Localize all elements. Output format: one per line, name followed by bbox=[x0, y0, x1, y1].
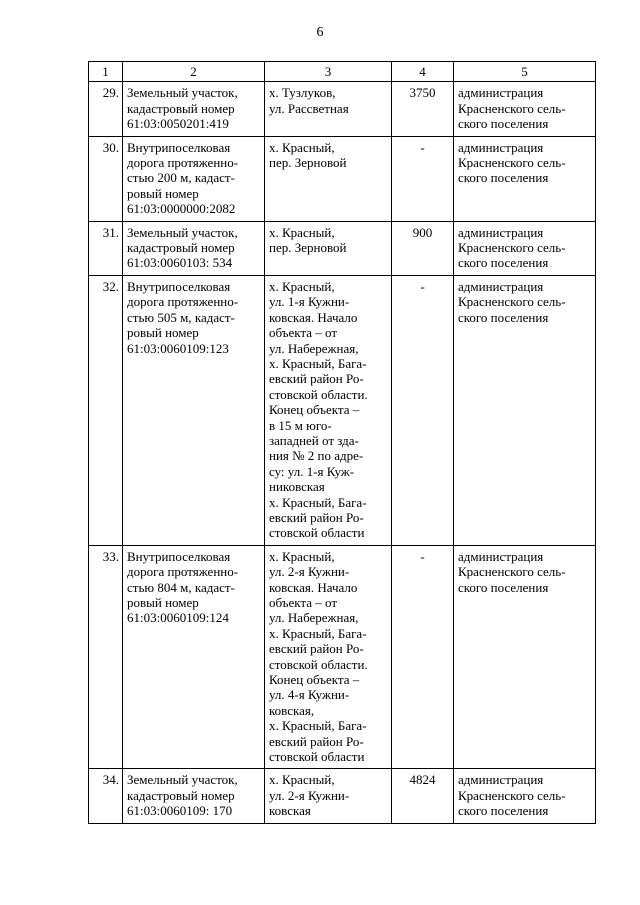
cell-text-line: евский район Ро- bbox=[269, 641, 364, 657]
cell-text-line: 61:03:0060109:124 bbox=[127, 610, 229, 626]
cell-text-line: западней от зда- bbox=[269, 432, 359, 448]
cell-text-line: Внутрипоселковая bbox=[127, 548, 231, 564]
owner-cell bbox=[454, 769, 596, 823]
owner-cell bbox=[454, 275, 596, 545]
cell-text-line: Земельный участок, bbox=[127, 224, 238, 240]
cell-text-line: объекта – от bbox=[269, 325, 338, 341]
cell-text-line: дорога протяженно- bbox=[127, 155, 239, 171]
table-row bbox=[89, 769, 596, 823]
object-description-cell bbox=[123, 136, 265, 221]
column-header: 4 bbox=[392, 62, 454, 82]
address-cell bbox=[265, 136, 392, 221]
cell-text-line: х. Красный, Бага- bbox=[269, 625, 367, 641]
cell-text-line: евский район Ро- bbox=[269, 509, 364, 525]
property-registry-table bbox=[88, 61, 596, 824]
area-cell: - bbox=[392, 136, 454, 221]
cell-text-line: кадастровый номер bbox=[127, 240, 235, 256]
cell-text-line: Красненского сель- bbox=[458, 240, 566, 256]
cell-text-line: Внутрипоселковая bbox=[127, 139, 231, 155]
cell-text-line: ул. Набережная, bbox=[269, 340, 359, 356]
cell-text-line: в 15 м юго- bbox=[269, 417, 332, 433]
cell-text-line: х. Красный, Бага- bbox=[269, 355, 367, 371]
object-description-cell bbox=[123, 221, 265, 275]
owner-cell bbox=[454, 136, 596, 221]
cell-text-line: ул. 2-я Кужни- bbox=[269, 787, 350, 803]
area-cell: 3750 bbox=[392, 82, 454, 136]
cell-text-line: кадастровый номер bbox=[127, 787, 235, 803]
cell-text-line: администрация bbox=[458, 224, 544, 240]
cell-text-line: ковская. Начало bbox=[269, 579, 358, 595]
area-cell: 4824 bbox=[392, 769, 454, 823]
cell-text-line: х. Красный, Бага- bbox=[269, 718, 367, 734]
cell-text-line: х. Красный, bbox=[269, 548, 335, 564]
address-cell bbox=[265, 82, 392, 136]
cell-text-line: 61:03:0060109: 170 bbox=[127, 803, 233, 819]
cell-text-line: ровый номер bbox=[127, 595, 199, 610]
cell-text-line: Земельный участок, bbox=[127, 772, 238, 788]
column-header: 5 bbox=[454, 62, 596, 82]
cell-text-line: 61:03:0060109:123 bbox=[127, 340, 229, 356]
cell-text-line: ского поселения bbox=[458, 579, 549, 595]
cell-text-line: ровый номер bbox=[127, 185, 199, 201]
cell-text-line: ровый номер bbox=[127, 325, 199, 341]
object-description-cell bbox=[123, 275, 265, 545]
row-number-cell: 34. bbox=[89, 769, 123, 823]
cell-text-line: пер. Зерновой bbox=[269, 155, 347, 171]
cell-text-line: дорога протяженно- bbox=[127, 294, 239, 310]
object-description-cell bbox=[123, 545, 265, 769]
owner-cell bbox=[454, 82, 596, 136]
cell-text-line: дорога протяженно- bbox=[127, 564, 239, 580]
cell-text-line: ул. Набережная, bbox=[269, 610, 359, 626]
address-cell bbox=[265, 769, 392, 823]
cell-text-line: Конец объекта – bbox=[269, 402, 360, 418]
row-number-cell: 31. bbox=[89, 221, 123, 275]
cell-text-line: администрация bbox=[458, 772, 544, 788]
cell-text-line: ского поселения bbox=[458, 255, 549, 271]
cell-text-line: Конец объекта – bbox=[269, 672, 360, 688]
area-cell: - bbox=[392, 275, 454, 545]
cell-text-line: Красненского сель- bbox=[458, 787, 566, 803]
column-header: 1 bbox=[89, 62, 123, 82]
table-row bbox=[89, 275, 596, 545]
table-header-row bbox=[89, 62, 596, 82]
cell-text-line: 61:03:0050201:419 bbox=[127, 116, 229, 132]
cell-text-line: стью 200 м, кадаст- bbox=[127, 170, 235, 186]
cell-text-line: ковская, bbox=[269, 702, 315, 718]
cell-text-line: объекта – от bbox=[269, 595, 338, 610]
row-number-cell: 29. bbox=[89, 82, 123, 136]
cell-text-line: ул. 2-я Кужни- bbox=[269, 564, 350, 580]
object-description-cell bbox=[123, 769, 265, 823]
cell-text-line: х. Красный, bbox=[269, 772, 335, 788]
area-cell: - bbox=[392, 545, 454, 769]
cell-text-line: ковская. Начало bbox=[269, 309, 358, 325]
cell-text-line: 61:03:0000000:2082 bbox=[127, 201, 236, 217]
cell-text-line: администрация bbox=[458, 139, 544, 155]
cell-text-line: стовской области bbox=[269, 525, 365, 541]
cell-text-line: ского поселения bbox=[458, 309, 549, 325]
cell-text-line: стовской области bbox=[269, 749, 365, 765]
cell-text-line: стовской области. bbox=[269, 656, 368, 672]
cell-text-line: евский район Ро- bbox=[269, 371, 364, 387]
cell-text-line: кадастровый номер bbox=[127, 100, 235, 116]
object-description-cell bbox=[123, 82, 265, 136]
page-number: 6 bbox=[316, 25, 324, 40]
address-cell bbox=[265, 275, 392, 545]
address-cell bbox=[265, 545, 392, 769]
cell-text-line: Земельный участок, bbox=[127, 85, 238, 101]
cell-text-line: ул. 4-я Кужни- bbox=[269, 687, 350, 703]
cell-text-line: евский район Ро- bbox=[269, 733, 364, 749]
cell-text-line: Красненского сель- bbox=[458, 155, 566, 171]
area-cell: 900 bbox=[392, 221, 454, 275]
address-cell bbox=[265, 221, 392, 275]
cell-text-line: Красненского сель- bbox=[458, 294, 566, 310]
cell-text-line: пер. Зерновой bbox=[269, 240, 347, 256]
row-number-cell: 32. bbox=[89, 275, 123, 545]
cell-text-line: ского поселения bbox=[458, 116, 549, 132]
cell-text-line: Красненского сель- bbox=[458, 564, 566, 580]
cell-text-line: ского поселения bbox=[458, 803, 549, 819]
table-row bbox=[89, 545, 596, 769]
cell-text-line: ния № 2 по адре- bbox=[269, 448, 364, 464]
cell-text-line: стовской области. bbox=[269, 386, 368, 402]
owner-cell bbox=[454, 545, 596, 769]
cell-text-line: х. Красный, Бага- bbox=[269, 494, 367, 510]
cell-text-line: су: ул. 1-я Куж- bbox=[269, 463, 355, 479]
table-row bbox=[89, 221, 596, 275]
column-header: 2 bbox=[123, 62, 265, 82]
cell-text-line: 61:03:0060103: 534 bbox=[127, 255, 233, 271]
owner-cell bbox=[454, 221, 596, 275]
row-number-cell: 33. bbox=[89, 545, 123, 769]
cell-text-line: х. Красный, bbox=[269, 278, 335, 294]
cell-text-line: стью 505 м, кадаст- bbox=[127, 309, 235, 325]
table-row bbox=[89, 136, 596, 221]
cell-text-line: администрация bbox=[458, 548, 544, 564]
cell-text-line: администрация bbox=[458, 278, 544, 294]
cell-text-line: администрация bbox=[458, 85, 544, 101]
cell-text-line: ул. 1-я Кужни- bbox=[269, 294, 350, 310]
cell-text-line: никовская bbox=[269, 479, 325, 495]
row-number-cell: 30. bbox=[89, 136, 123, 221]
cell-text-line: ул. Рассветная bbox=[269, 100, 349, 116]
cell-text-line: стью 804 м, кадаст- bbox=[127, 579, 235, 595]
table-row bbox=[89, 82, 596, 136]
cell-text-line: Красненского сель- bbox=[458, 100, 566, 116]
cell-text-line: ковская bbox=[269, 803, 311, 819]
cell-text-line: ского поселения bbox=[458, 170, 549, 186]
cell-text-line: х. Красный, bbox=[269, 224, 335, 240]
cell-text-line: Внутрипоселковая bbox=[127, 278, 231, 294]
cell-text-line: х. Тузлуков, bbox=[269, 85, 336, 101]
cell-text-line: х. Красный, bbox=[269, 139, 335, 155]
column-header: 3 bbox=[265, 62, 392, 82]
